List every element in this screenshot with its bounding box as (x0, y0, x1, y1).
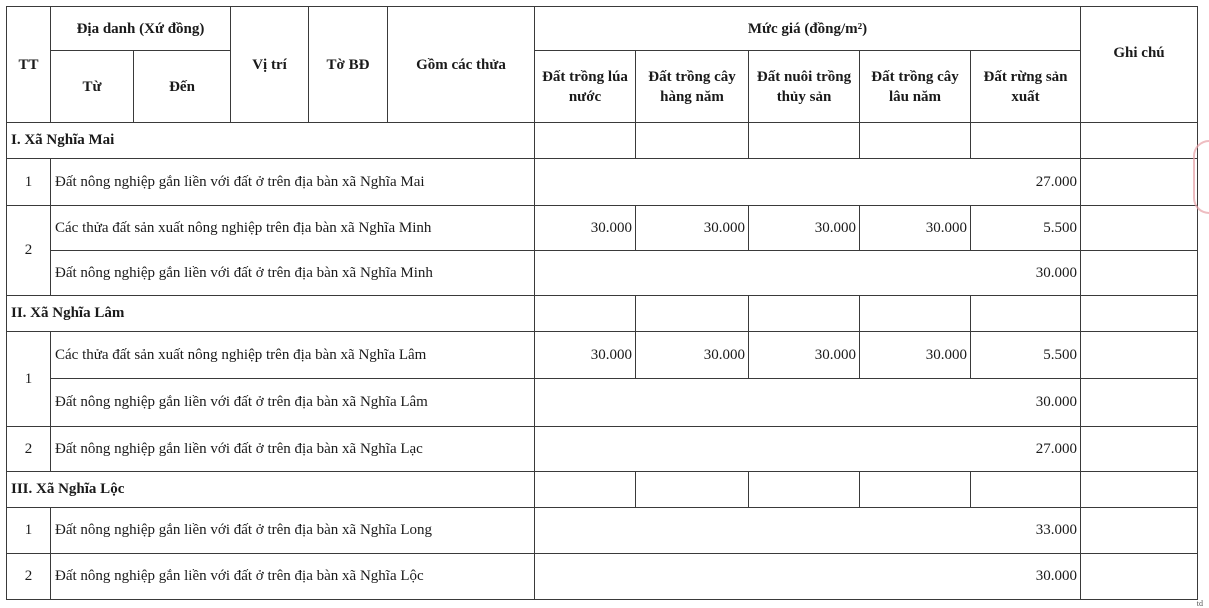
header-row-1 (7, 7, 1198, 51)
section-title: II. Xã Nghĩa Lâm (7, 296, 535, 332)
to-bd-header: Tờ BĐ (309, 7, 388, 123)
row-description: Đất nông nghiệp gắn liền với đất ở trên địa bàn xã Nghĩa Lâm (51, 379, 535, 427)
price-thuy-san: 30.000 (749, 332, 860, 379)
table-row (7, 159, 1198, 206)
row-number: 1 (7, 159, 51, 206)
price-cay-lau-nam: 30.000 (860, 206, 971, 251)
tu-header: Từ (51, 51, 134, 123)
price-rung-san-xuat: 5.500 (971, 206, 1081, 251)
table-row (7, 251, 1198, 296)
den-header: Đến (134, 51, 231, 123)
row-number: 1 (7, 332, 51, 427)
price-thuy-san: 30.000 (749, 206, 860, 251)
table-row (7, 379, 1198, 427)
col-header-cay-hang-nam: Đất trồng cây hàng năm (636, 51, 749, 123)
table-row (7, 554, 1198, 600)
row-description: Đất nông nghiệp gắn liền với đất ở trên địa bàn xã Nghĩa Long (51, 508, 535, 554)
land-price-table (6, 6, 1198, 600)
row-description: Các thửa đất sản xuất nông nghiệp trên địa bàn xã Nghĩa Minh (51, 206, 535, 251)
gom-cac-thua-header: Gồm các thửa (388, 7, 535, 123)
row-price: 30.000 (535, 554, 1081, 600)
col-header-cay-lau-nam: Đất trồng cây lâu năm (860, 51, 971, 123)
section-row (7, 296, 1198, 332)
row-description: Các thửa đất sản xuất nông nghiệp trên địa bàn xã Nghĩa Lâm (51, 332, 535, 379)
tt-header: TT (7, 7, 51, 123)
row-description: Đất nông nghiệp gắn liền với đất ở trên địa bàn xã Nghĩa Lộc (51, 554, 535, 600)
price-cay-hang-nam: 30.000 (636, 332, 749, 379)
row-price: 30.000 (535, 251, 1081, 296)
col-header-lua-nuoc: Đất trồng lúa nước (535, 51, 636, 123)
muc-gia-header: Mức giá (đồng/m²) (535, 7, 1081, 51)
ghi-chu-header: Ghi chú (1081, 7, 1198, 123)
section-row (7, 472, 1198, 508)
table-row (7, 206, 1198, 251)
dia-danh-header: Địa danh (Xứ đồng) (51, 7, 231, 51)
row-number: 2 (7, 554, 51, 600)
row-number: 2 (7, 427, 51, 472)
row-description: Đất nông nghiệp gắn liền với đất ở trên địa bàn xã Nghĩa Minh (51, 251, 535, 296)
row-price: 33.000 (535, 508, 1081, 554)
table-row (7, 508, 1198, 554)
price-lua-nuoc: 30.000 (535, 206, 636, 251)
row-description: Đất nông nghiệp gắn liền với đất ở trên địa bàn xã Nghĩa Mai (51, 159, 535, 206)
red-stamp-edge (1193, 140, 1209, 214)
price-cay-lau-nam: 30.000 (860, 332, 971, 379)
table-row (7, 332, 1198, 379)
col-header-rung-san-xuat: Đất rừng sản xuất (971, 51, 1081, 123)
row-price: 30.000 (535, 379, 1081, 427)
row-price: 27.000 (535, 159, 1081, 206)
header-row-2 (7, 51, 1198, 123)
col-header-thuy-san: Đất nuôi trồng thủy sản (749, 51, 860, 123)
table-row (7, 427, 1198, 472)
vi-tri-header: Vị trí (231, 7, 309, 123)
price-rung-san-xuat: 5.500 (971, 332, 1081, 379)
section-row (7, 123, 1198, 159)
price-cay-hang-nam: 30.000 (636, 206, 749, 251)
row-number: 1 (7, 508, 51, 554)
price-lua-nuoc: 30.000 (535, 332, 636, 379)
row-number: 2 (7, 206, 51, 296)
row-price: 27.000 (535, 427, 1081, 472)
corner-mark: td (1196, 599, 1203, 608)
section-title: III. Xã Nghĩa Lộc (7, 472, 535, 508)
row-description: Đất nông nghiệp gắn liền với đất ở trên địa bàn xã Nghĩa Lạc (51, 427, 535, 472)
section-title: I. Xã Nghĩa Mai (7, 123, 535, 159)
